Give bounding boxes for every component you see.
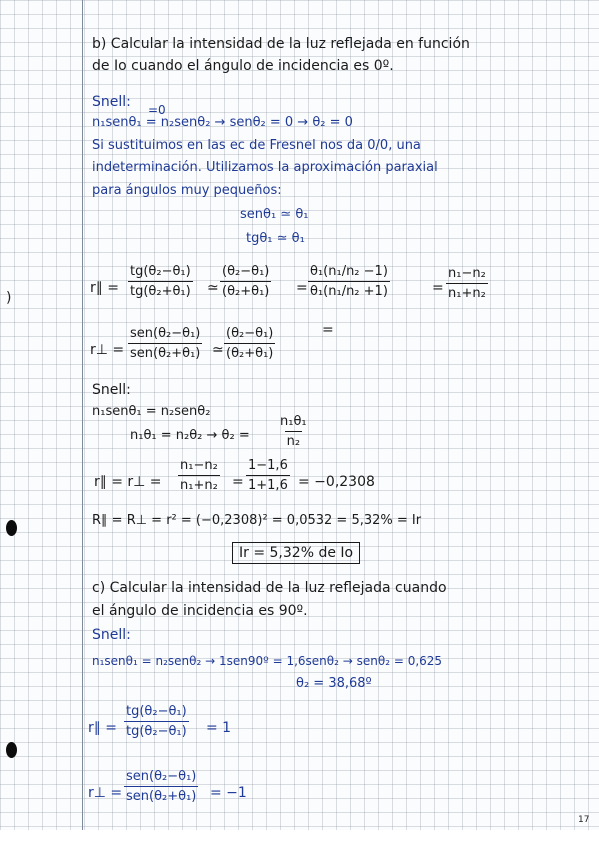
fraction-denominator: (θ₂+θ₁) — [220, 281, 271, 299]
r-parallel-label: r∥ = — [90, 280, 119, 296]
fresnel-text-line-3: para ángulos muy pequeños: — [92, 183, 282, 198]
part-c-title-line-2: el ángulo de incidencia es 90º. — [92, 603, 308, 619]
fraction-denominator: tg(θ₂+θ₁) — [128, 281, 193, 299]
snell-equation-2: n₁senθ₁ = n₂senθ₂ — [92, 404, 211, 419]
calc-fraction-2 — [246, 458, 290, 493]
part-c-title-line-1: c) Calcular la intensidad de la luz reflejada cuando — [92, 580, 447, 596]
calc-result: = −0,2308 — [298, 474, 375, 490]
fraction-numerator: tg(θ₂−θ₁) — [126, 704, 187, 719]
part-b-title-line-1: b) Calcular la intensidad de la luz reflejada en función — [92, 36, 470, 52]
fraction-denominator: tg(θ₂−θ₁) — [124, 721, 189, 739]
fraction-denominator: n₂ — [285, 431, 302, 449]
binder-hole-top — [6, 520, 17, 536]
fraction-denominator: θ₁(n₁/n₂ +1) — [308, 281, 390, 299]
approx-sign: ≃ — [207, 280, 219, 296]
snell-equation-1: n₁senθ₁ = n₂senθ₂ → senθ₂ = 0 → θ₂ = 0 — [92, 115, 353, 130]
fraction-numerator: n₁θ₁ — [280, 414, 307, 429]
calc-fraction-1 — [178, 458, 220, 493]
fraction-denominator: n₁+n₂ — [446, 283, 488, 301]
binder-hole-bottom — [6, 742, 17, 758]
r-equal-label: r∥ = r⊥ = — [94, 474, 162, 490]
fraction-numerator: tg(θ₂−θ₁) — [130, 264, 191, 279]
c-r-perpendicular-value: = −1 — [210, 785, 247, 801]
fraction-denominator: sen(θ₂+θ₁) — [124, 786, 198, 804]
equals-sign: = — [432, 280, 444, 296]
equals-sign: = — [232, 474, 244, 490]
fraction-numerator: n₁−n₂ — [180, 458, 218, 473]
fraction-numerator: θ₁(n₁/n₂ −1) — [310, 264, 388, 279]
approx-sign: ≃ — [212, 342, 224, 358]
fraction-numerator: sen(θ₂−θ₁) — [126, 769, 197, 784]
snell-zero-annotation: =0 — [148, 103, 166, 117]
fresnel-text-line-2: indeterminación. Utilizamos la aproximación paraxial — [92, 160, 438, 175]
page-bottom-edge — [0, 830, 599, 848]
fraction-numerator: sen(θ₂−θ₁) — [130, 326, 201, 341]
snell-equation-4: n₁senθ₁ = n₂senθ₂ → 1sen90º = 1,6senθ₂ → senθ₂ = 0,625 — [92, 654, 443, 668]
margin-bracket: ) — [6, 290, 12, 306]
boxed-result: Ir = 5,32% de Io — [232, 542, 360, 564]
r-parallel-fraction-4 — [446, 266, 488, 301]
c-r-parallel-value: = 1 — [206, 720, 232, 736]
margin-line — [82, 0, 83, 830]
equals-sign: = — [322, 322, 334, 338]
c-r-parallel-label: r∥ = — [88, 720, 117, 736]
approx-sin: senθ₁ ≃ θ₁ — [240, 207, 309, 222]
approx-tan: tgθ₁ ≃ θ₁ — [246, 231, 305, 246]
r-parallel-fraction-2 — [220, 264, 271, 299]
fraction-denominator: (θ₂+θ₁) — [224, 343, 275, 361]
snell-heading-2: Snell: — [92, 382, 131, 398]
fraction-numerator: 1−1,6 — [248, 458, 288, 473]
c-r-perpendicular-label: r⊥ = — [88, 785, 123, 801]
theta2-fraction — [278, 414, 309, 449]
page-number: 17 — [578, 815, 590, 825]
fraction-numerator: (θ₂−θ₁) — [222, 264, 270, 279]
fraction-denominator: sen(θ₂+θ₁) — [128, 343, 202, 361]
r-parallel-fraction-1 — [128, 264, 193, 299]
fraction-denominator: n₁+n₂ — [178, 475, 220, 493]
fraction-denominator: 1+1,6 — [246, 475, 290, 493]
theta2-value: θ₂ = 38,68º — [296, 676, 372, 691]
part-b-title-line-2: de Io cuando el ángulo de incidencia es 0º. — [92, 58, 394, 74]
r-perpendicular-fraction-2 — [224, 326, 275, 361]
equals-sign: = — [296, 280, 308, 296]
c-r-perpendicular-fraction — [124, 769, 198, 804]
r-perpendicular-label: r⊥ = — [90, 342, 125, 358]
snell-heading-1: Snell: — [92, 94, 131, 110]
reflectance-line: R∥ = R⊥ = r² = (−0,2308)² = 0,0532 = 5,32% = Ir — [92, 513, 422, 528]
fraction-numerator: (θ₂−θ₁) — [226, 326, 274, 341]
fraction-numerator: n₁−n₂ — [448, 266, 486, 281]
c-r-parallel-fraction — [124, 704, 189, 739]
snell-equation-3: n₁θ₁ = n₂θ₂ → θ₂ = — [130, 428, 250, 443]
fresnel-text-line-1: Si sustituimos en las ec de Fresnel nos da 0/0, una — [92, 138, 421, 153]
r-parallel-fraction-3 — [308, 264, 390, 299]
r-perpendicular-fraction-1 — [128, 326, 202, 361]
snell-heading-3: Snell: — [92, 627, 131, 643]
